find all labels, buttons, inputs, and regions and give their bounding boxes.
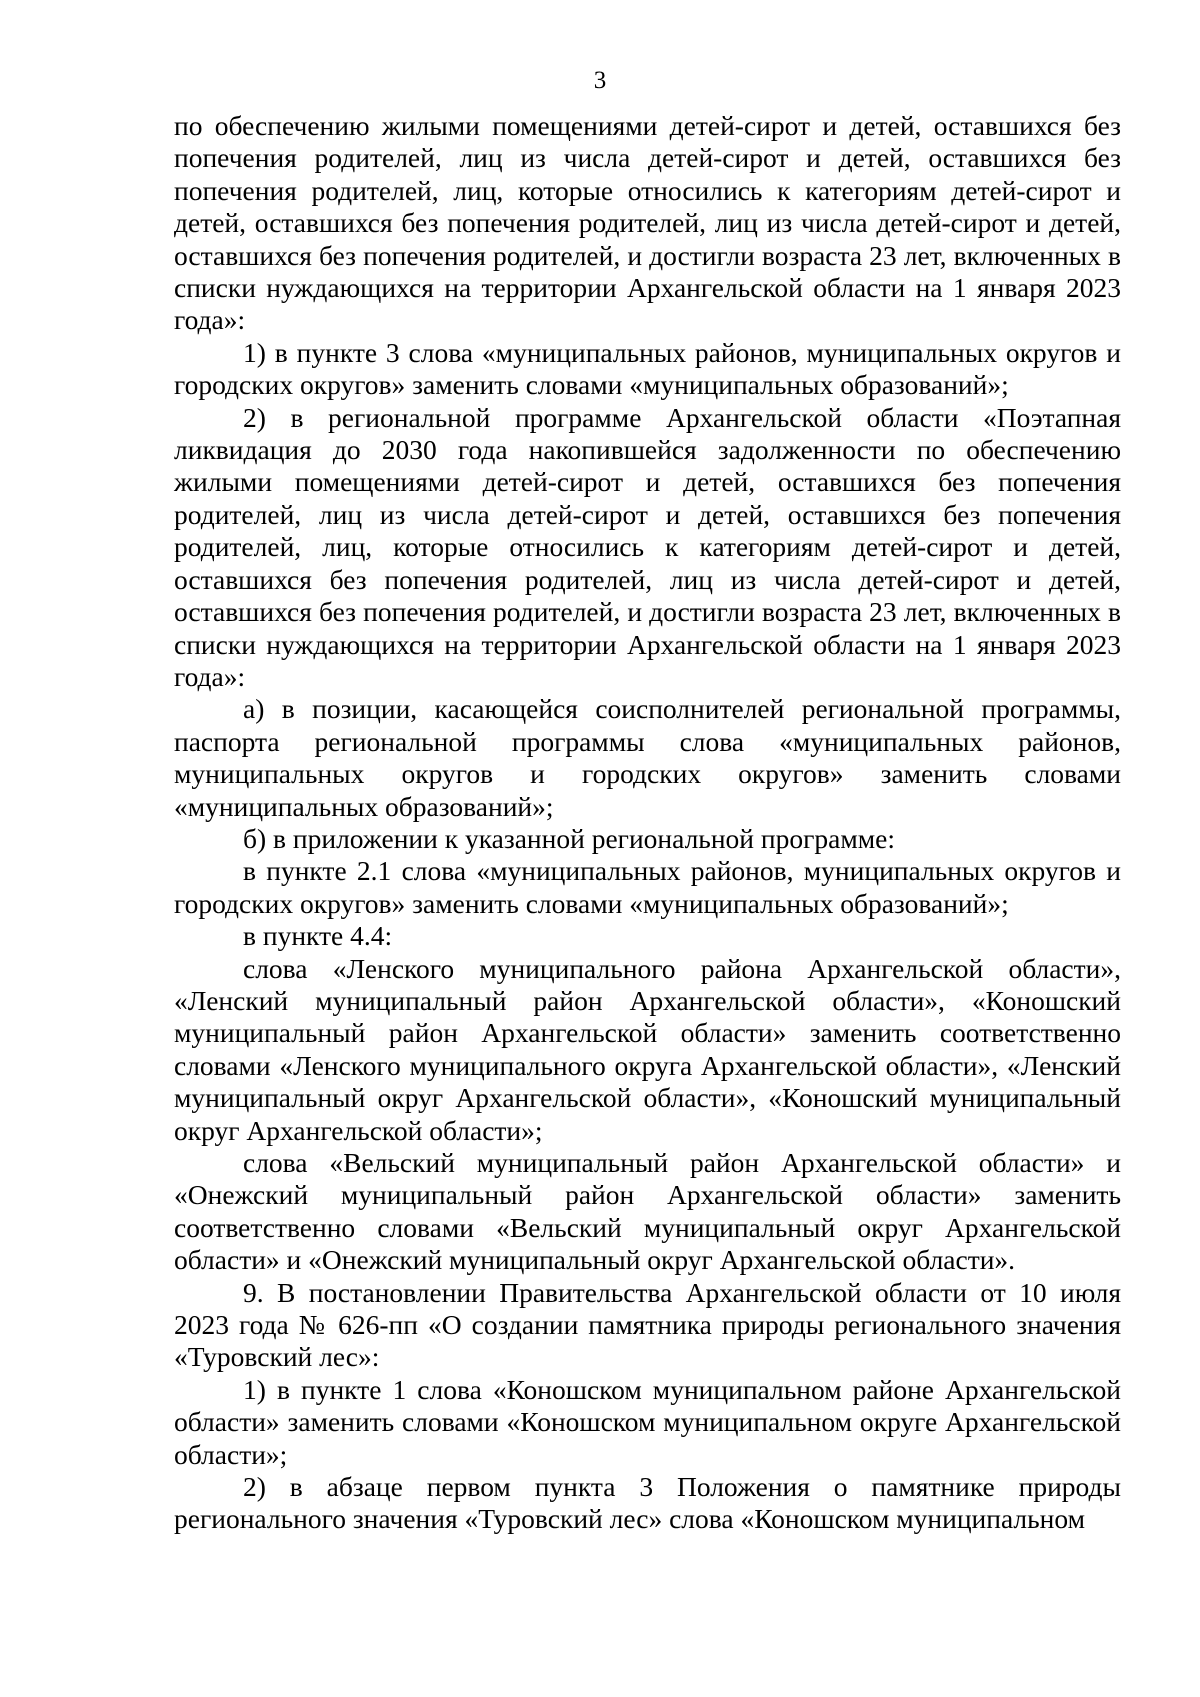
paragraph-intro-continuation: по обеспечению жилыми помещениями детей-сирот и детей, оставшихся без попечения родителей, лиц из числа детей-сирот и детей, оставшихся без попечения родителей, лиц, которые относились к категориям детей-сирот и детей, оставшихся без попечения родителей, лиц из числа детей-сирот и детей, оставшихся без попечения родителей, и достигли возраста 23 лет, включенных в списки нуждающихся на территории Архангельской области на 1 января 2023 года»: bbox=[174, 110, 1121, 336]
paragraph-point-2-1: в пункте 2.1 слова «муниципальных районов, муниципальных округов и городских округов» заменить словами «муниципальных образований»; bbox=[174, 855, 1121, 919]
document-body bbox=[174, 110, 1121, 1536]
paragraph-subitem-b: б) в приложении к указанной региональной программе: bbox=[243, 822, 895, 854]
paragraph-section-9: 9. В постановлении Правительства Архангельской области от 10 июля 2023 года № 626-пп «О создании памятника природы регионального значения «Туровский лес»: bbox=[174, 1276, 1121, 1373]
paragraph-section-9-item-2: 2) в абзаце первом пункта 3 Положения о памятнике природы регионального значения «Туровский лес» слова «Коношском муниципальном bbox=[174, 1471, 1121, 1535]
paragraph-item-1-point-3: 1) в пункте 3 слова «муниципальных районов, муниципальных округов и городских округов» заменить словами «муниципальных образований»; bbox=[174, 336, 1121, 401]
page-number: 3 bbox=[593, 67, 607, 94]
paragraph-subitem-a: а) в позиции, касающейся соисполнителей региональной программы, паспорта региональной программы слова «муниципальных районов, муниципальных округов и городских округов» заменить словами «муниципальных образований»; bbox=[174, 693, 1121, 822]
paragraph-velsky-onezhsky: слова «Вельский муниципальный район Архангельской области» и «Онежский муниципальный район Архангельской области» заменить соответственно словами «Вельский муниципальный округ Архангельской области» и «Онежский муниципальный округ Архангельской области». bbox=[174, 1147, 1121, 1276]
paragraph-section-9-item-1: 1) в пункте 1 слова «Коношском муниципальном районе Архангельской области» заменить словами «Коношском муниципальном округе Архангельской области»; bbox=[174, 1373, 1121, 1470]
paragraph-item-2-regional-program: 2) в региональной программе Архангельской области «Поэтапная ликвидация до 2030 года накопившейся задолженности по обеспечению жилыми помещениями детей-сирот и детей, оставшихся без попечения родителей, лиц из числа детей-сирот и детей, оставшихся без попечения родителей, лиц, которые относились к категориям детей-сирот и детей, оставшихся без попечения родителей, лиц из числа детей-сирот и детей, оставшихся без попечения родителей, и достигли возраста 23 лет, включенных в списки нуждающихся на территории Архангельской области на 1 января 2023 года»: bbox=[174, 401, 1121, 692]
paragraph-point-4-4: в пункте 4.4: bbox=[243, 920, 393, 952]
paragraph-lensky-konoshsky: слова «Ленского муниципального района Архангельской области», «Ленский муниципальный район Архангельской области», «Коношский муниципальный район Архангельской области» заменить соответственно словами «Ленского муниципального округа Архангельской области», «Ленский муниципальный округ Архангельской области», «Коношский муниципальный округ Архангельской области»; bbox=[174, 952, 1121, 1146]
